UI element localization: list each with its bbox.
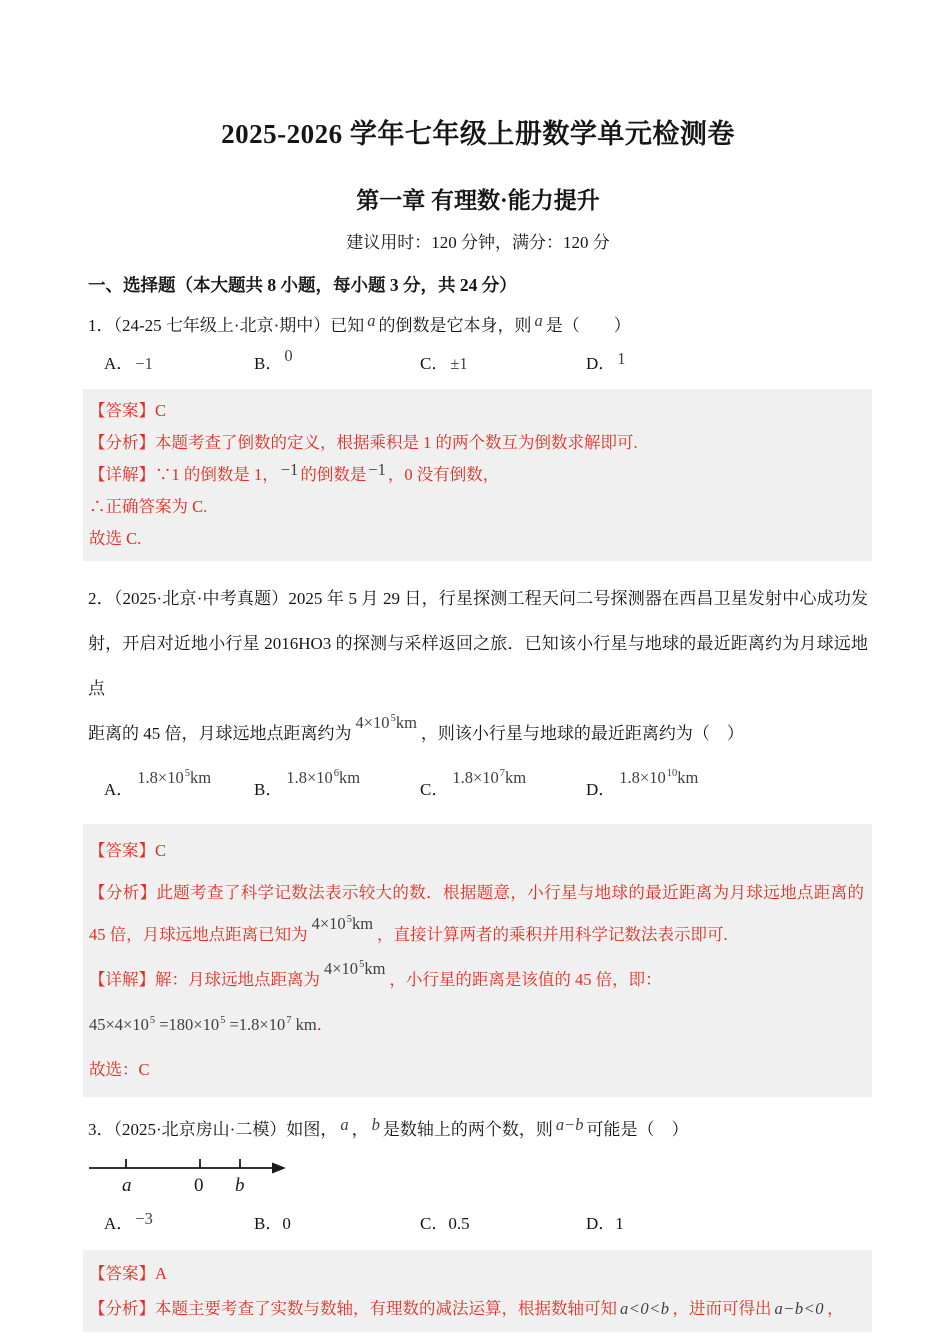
q3-option-c-label: C． [420,1214,449,1233]
q2-eq-exp-3: 7 [286,1015,292,1026]
q1-detail-post: ，0 没有倒数， [387,465,500,484]
q3-analysis-tail: ， [827,1299,844,1318]
q1-detail-line [89,459,864,491]
q1-math-var-a2: a [534,311,543,330]
number-line-arrowhead [272,1163,286,1174]
q1-detail-math-2: −1 [368,460,386,479]
q2-option-a-exp: 5 [184,768,190,779]
q1-stem-mid: 的倒数是它本身，则 [378,316,532,335]
q1-option-d [586,351,868,377]
q3-analysis-math-1: a<0<b [620,1299,670,1318]
q3-option-d-value: 1 [615,1214,624,1233]
q2-option-a-base: 1.8×10 [137,768,184,787]
q3-option-b-value: 0 [282,1214,291,1233]
q2-option-b [254,768,420,810]
q2-answer-line: 【答案】C [89,841,167,860]
q1-option-d-value: 1 [617,349,626,368]
question-1-answer-block [83,389,872,561]
q2-detail-post: ，小行星的距离是该值的 45 倍，即： [389,970,662,989]
q2-option-c-value [448,761,530,798]
q2-stem-line3-post: ，则该小行星与地球的最近距离约为（ ） [420,724,744,743]
q3-stem-sep: ， [351,1120,369,1139]
q2-analysis-line-1: 【分析】此题考查了科学记数法表示较大的数．根据题意，小行星与地球的最近距离为月球远地点距离的 [89,883,864,902]
page-title: 2025-2026 学年七年级上册数学单元检测卷 [221,119,735,149]
q3-stem-mid: 是数轴上的两个数，则 [382,1120,553,1139]
q2-detail-pre: 【详解】解：月球远地点距离为 [89,970,320,989]
q2-analysis-math-unit: km [351,914,374,933]
q2-choice-line: 故选：C [89,1060,150,1079]
q3-math-expr: a−b [555,1115,584,1134]
q3-option-c-value: 0.5 [448,1214,470,1233]
q2-stem-math [352,700,421,748]
q2-option-c-exp: 7 [499,768,506,779]
q2-option-d-exp: 10 [666,768,678,779]
label-b: b [235,1175,245,1196]
q1-option-a-label: A． [104,354,134,373]
q2-option-d [586,768,868,810]
q2-option-b-label: B． [254,780,283,799]
q2-stem-line-1: 2．（2025·北京·中考真题）2025 年 5 月 29 日，行星探测工程天问二号探测器在西昌卫星发射中心成功发 [88,589,868,608]
question-2-answer-block [83,824,872,1097]
q2-detail-math [320,948,389,993]
q3-stem-pre: 3．（2025·北京房山·二模）如图， [88,1120,338,1139]
q3-option-a-label: A． [104,1214,134,1233]
q1-stem-pre: 1．（24-25 七年级上·北京·期中）已知 [88,316,365,335]
q2-equation-line [89,1004,864,1049]
q2-option-d-base: 1.8×10 [619,768,666,787]
question-3-stem [88,1115,868,1145]
q2-detail-math-exp: 5 [359,959,365,970]
q3-math-var-a: a [340,1115,349,1134]
q2-detail-line [89,959,864,1004]
q2-eq-exp-1: 5 [149,1015,156,1026]
q2-stem-line3-pre: 距离的 45 倍，月球远地点距离约为 [88,724,352,743]
q1-option-d-label: D． [586,354,616,373]
q3-option-c [420,1211,586,1237]
q2-analysis-pre: 45 倍，月球远地点距离已知为 [89,925,308,944]
q2-detail-math-unit: km [364,959,386,978]
q3-answer-line: 【答案】A [89,1264,167,1283]
q1-conclusion-line: ∴正确答案为 C. [89,497,208,516]
q1-option-b-value: 0 [284,346,293,365]
q1-option-b [254,346,420,377]
q1-analysis-line: 【分析】本题考查了倒数的定义，根据乘积是 1 的两个数互为倒数求解即可. [89,433,638,452]
q3-analysis-math-2: a−b<0 [774,1299,825,1318]
q2-option-a [104,768,254,810]
q2-analysis-math-base: 4×10 [311,914,346,933]
q2-stem-math-unit: km [395,713,417,732]
number-line-svg [88,1153,298,1199]
question-1-options [88,346,868,377]
q2-analysis-math [308,903,377,948]
q2-detail-math-base: 4×10 [324,959,359,978]
q2-option-d-value [615,761,702,798]
q1-detail-mid: 的倒数是 [300,465,367,484]
q2-option-b-base: 1.8×10 [286,768,333,787]
number-line-figure [88,1153,868,1199]
q2-option-c [420,768,586,810]
q2-option-b-unit: km [339,768,361,787]
q2-stem-math-exp: 5 [390,713,396,724]
q3-analysis-pre: 【分析】本题主要考查了实数与数轴，有理数的减法运算，根据数轴可知 [89,1299,617,1318]
section-heading: 一、选择题（本大题共 8 小题，每小题 3 分，共 24 分） [88,275,517,295]
chapter-heading: 第一章 有理数·能力提升 [356,188,600,213]
exam-meta-line: 建议用时：120 分钟，满分：120 分 [346,233,610,252]
q2-analysis-line-2 [89,914,864,959]
q2-eq-part-2: =180×10 [155,1015,220,1034]
q3-analysis-line [89,1291,864,1326]
q2-option-c-base: 1.8×10 [452,768,499,787]
q1-option-a [104,351,254,377]
label-a: a [122,1175,132,1196]
q2-stem-line-3 [88,711,868,759]
q1-option-c-value: ±1 [450,354,468,373]
q1-detail-pre: 【详解】∵1 的倒数是 1， [89,465,279,484]
q3-option-d-label: D． [586,1214,616,1233]
q2-option-a-value [133,761,215,798]
q2-option-b-value [282,761,364,798]
q2-eq-period: ． [316,1015,334,1034]
q2-option-d-label: D． [586,780,616,799]
question-2-options [88,768,868,810]
q1-answer-line: 【答案】C [89,401,167,420]
q2-eq-unit: km [291,1015,317,1034]
q1-option-b-label: B． [254,354,283,373]
q3-option-b [254,1211,420,1237]
question-3-answer-block [83,1250,872,1332]
q2-eq-part-3: =1.8×10 [225,1015,286,1034]
q2-option-a-label: A． [104,780,134,799]
q2-eq-exp-2: 5 [220,1015,226,1026]
q3-stem-post: 可能是（ ） [586,1120,689,1139]
q3-math-var-b: b [371,1115,380,1134]
q1-detail-math-1: −1 [280,460,299,479]
question-1-stem [88,311,868,341]
q1-stem-post: 是（ ） [545,316,631,335]
q2-option-a-unit: km [189,768,212,787]
q3-option-d [586,1211,868,1237]
q3-analysis-mid: ，进而可得出 [672,1299,772,1318]
q2-option-c-unit: km [505,768,527,787]
q1-option-c-label: C． [420,354,449,373]
q2-analysis-math-exp: 5 [346,914,352,925]
q2-option-d-unit: km [677,768,699,787]
q1-choice-line: 故选 C. [89,529,142,548]
q1-option-c [420,351,586,377]
q2-option-b-exp: 6 [333,768,340,779]
q2-analysis-post: ，直接计算两者的乘积并用科学记数法表示即可. [377,925,728,944]
q2-option-c-label: C． [420,780,449,799]
q1-math-var-a: a [367,311,376,330]
q2-eq-part-1: 45×4×10 [89,1015,149,1034]
q2-stem-math-base: 4×10 [355,713,390,732]
q3-option-b-label: B． [254,1214,283,1233]
q2-stem-line-2: 射，开启对近地小行星 2016HO3 的探测与采样返回之旅．已知该小行星与地球的最近距离约为月球远地点 [88,634,868,698]
q1-option-a-value: −1 [135,354,153,373]
q3-option-a-value: −3 [135,1209,153,1228]
label-zero: 0 [194,1175,204,1196]
q3-option-a [104,1211,254,1237]
question-3-options [88,1211,868,1237]
question-2-stem [88,576,868,759]
